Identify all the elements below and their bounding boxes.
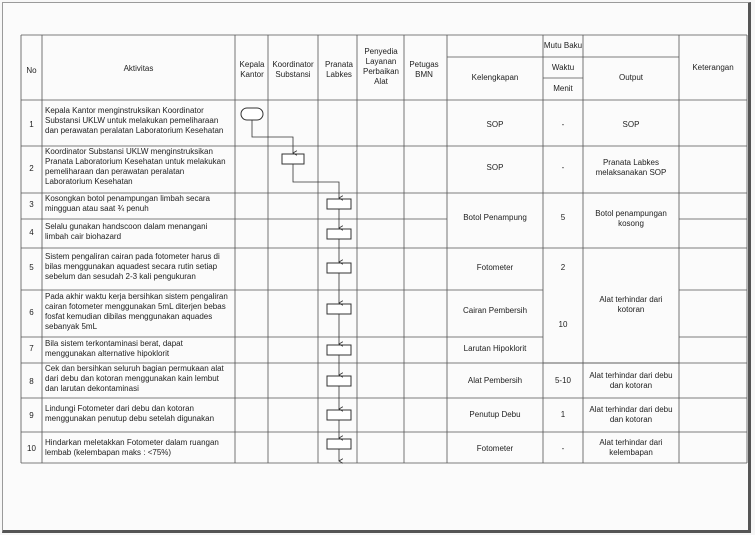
process-box [327, 345, 351, 355]
header-kepala-kantor: Kepala Kantor [239, 60, 265, 79]
waktu-cell: 1 [560, 410, 566, 419]
start-terminator [241, 108, 263, 120]
output-cell: Pranata Labkes melaksanakan SOP [595, 158, 667, 177]
process-box [327, 376, 351, 386]
waktu-cell: - [561, 444, 565, 453]
row-no: 4 [29, 228, 34, 237]
activity-text: Selalu gunakan handscoon dalam menangani limbah cair biohazard [45, 222, 208, 241]
activity-text: Kepala Kantor menginstruksikan Koordinator Substansi UKLW untuk melakukan pemeliharaan dan perawatan peralatan Laboratorium Kesehatan [45, 106, 224, 135]
activity-text: Hindarkan meletakkan Fotometer dalam ruangan lembab (kelembapan maks : <75%) [45, 438, 219, 457]
header-no: No [26, 66, 37, 75]
row-no: 7 [29, 344, 34, 353]
activity-text: Sistem pengaliran cairan pada fotometer harus di bilas menggunakan aquadest secara rutin setiap sebelum dan sesudah 2-3 kali pengukuran [45, 252, 220, 281]
kelengkapan-cell: Botol Penampung [463, 213, 527, 222]
flow-arrow [252, 120, 293, 153]
kelengkapan-cell: Penutup Debu [469, 410, 521, 419]
header-waktu: Waktu [551, 63, 575, 72]
process-box [327, 229, 351, 239]
activity-text: Lindungi Fotometer dari debu dan kotoran menggunakan penutup debu setelah digunakan [45, 404, 215, 423]
activity-text: Cek dan bersihkan seluruh bagian permukaan alat dari debu dan kotoran menggunakan kain lembut dan larutan dekontaminasi [45, 364, 224, 393]
waktu-cell: 10 [558, 320, 568, 329]
waktu-cell: - [561, 163, 565, 172]
activity-text: Koordinator Substansi UKLW menginstruksikan Pranata Laboratorium Kesehatan untuk melakukan pemeliharaan dan perawatan peralatan Laboratorium Kesehatan [45, 147, 226, 186]
row-no: 3 [29, 200, 34, 209]
row-no: 6 [29, 308, 34, 317]
header-pranata-labkes: Pranata Labkes [324, 60, 354, 79]
process-box [327, 410, 351, 420]
kelengkapan-cell: SOP [486, 120, 504, 129]
process-box [327, 439, 351, 449]
header-menit: Menit [553, 84, 573, 93]
header-keterangan: Keterangan [692, 63, 734, 72]
output-cell: Alat terhindar dari kotoran [599, 295, 663, 314]
waktu-cell: - [561, 120, 565, 129]
flow-arrow [293, 164, 339, 198]
row-no: 8 [29, 377, 34, 386]
header-penyedia-layanan: Penyedia Layanan Perbaikan Alat [362, 47, 400, 86]
output-cell: Alat terhindar dari debu dan kotoran [589, 405, 673, 424]
row-no: 10 [27, 444, 36, 453]
waktu-cell: 5 [560, 213, 566, 222]
kelengkapan-cell: Fotometer [476, 444, 514, 453]
output-cell: Botol penampungan kosong [595, 209, 667, 228]
process-box [327, 199, 351, 209]
activity-text: Kosongkan botol penampungan limbah secara mingguan atau saat ¾ penuh [45, 194, 211, 213]
header-kelengkapan: Kelengkapan [471, 73, 519, 82]
process-box [327, 304, 351, 314]
output-cell: Alat terhindar dari kelembapan [599, 438, 663, 457]
process-box [327, 263, 351, 273]
kelengkapan-cell: Fotometer [476, 263, 514, 272]
output-cell: SOP [622, 120, 640, 129]
activity-text: Bila sistem terkontaminasi berat, dapat menggunakan alternative hipoklorit [45, 339, 183, 358]
waktu-cell: 2 [560, 263, 566, 272]
row-no: 2 [29, 164, 34, 173]
header-aktivitas: Aktivitas [123, 64, 154, 73]
header-koordinator-substansi: Koordinator Substansi [272, 60, 314, 79]
output-cell: Alat terhindar dari debu dan kotoran [589, 371, 673, 390]
kelengkapan-cell: SOP [486, 163, 504, 172]
kelengkapan-cell: Cairan Pembersih [462, 306, 528, 315]
kelengkapan-cell: Alat Pembersih [467, 376, 523, 385]
kelengkapan-cell: Larutan Hipoklorit [463, 344, 527, 353]
waktu-cell: 5-10 [554, 376, 571, 385]
header-mutu-baku: Mutu Baku [543, 41, 583, 50]
header-petugas-bmn: Petugas BMN [409, 60, 439, 79]
activity-text: Pada akhir waktu kerja bersihkan sistem pengaliran cairan fotometer menggunakan 5mL diterjen bebas fosfat kemudian dibilas menggunakan aquades sebanyak 5mL [45, 292, 228, 331]
header-output: Output [618, 73, 643, 82]
row-no: 9 [29, 411, 34, 420]
row-no: 1 [29, 120, 34, 129]
process-box [282, 154, 304, 164]
row-no: 5 [29, 263, 34, 272]
